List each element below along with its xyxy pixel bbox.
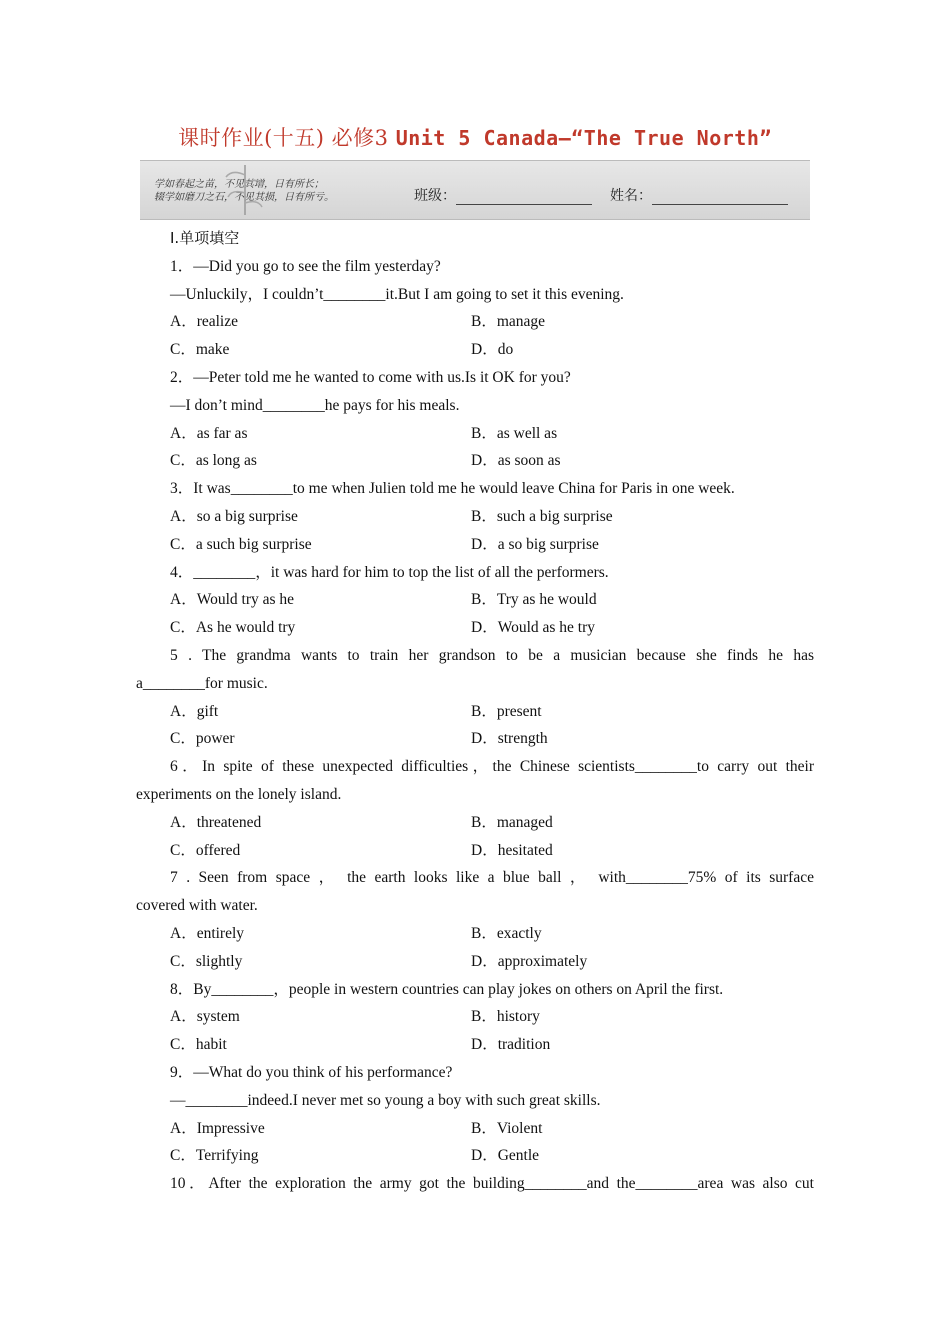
options-8-cd [136,1031,814,1059]
options-3-cd [136,531,814,559]
option-d[interactable]: D．as soon as [471,452,561,470]
option-c[interactable]: C．power [170,730,235,748]
options-2-cd [136,447,814,475]
options-9-cd [136,1142,814,1170]
option-c[interactable]: C．as long as [170,452,257,470]
question-7: 7 . Seen from space ， the earth looks like a blue ball ， with________75% of its surface [170,869,814,887]
option-d[interactable]: D．tradition [471,1036,551,1054]
option-c[interactable]: C．habit [170,1036,227,1054]
option-d[interactable]: D．do [471,341,514,359]
option-a[interactable]: A．system [170,1008,240,1026]
option-c[interactable]: C．offered [170,841,241,859]
question-1-line-2: —Unluckily，I couldn’t________it.But I am going to set it this evening. [170,285,624,303]
options-9-ab [136,1115,814,1143]
option-a[interactable]: A．threatened [170,813,262,831]
option-b[interactable]: B．managed [471,813,553,831]
question-7-line-2: covered with water. [136,897,258,915]
option-a[interactable]: A．so a big surprise [170,507,298,525]
option-b[interactable]: B．Try as he would [471,591,597,609]
question-1: 1．—Did you go to see the film yesterday? [170,257,441,275]
question-8: 8．By________，people in western countries can play jokes on others on April the first. [170,980,724,998]
option-c[interactable]: C．slightly [170,952,243,970]
option-a[interactable]: A．Impressive [170,1119,265,1137]
options-5-cd [136,725,814,753]
question-9-line-2: —________indeed.I never met so young a boy with such great skills. [170,1091,601,1109]
option-a[interactable]: A．entirely [170,924,245,942]
option-a[interactable]: A．as far as [170,424,248,442]
option-d[interactable]: D．strength [471,730,548,748]
option-c[interactable]: C．Terrifying [170,1147,259,1165]
options-2-ab [136,420,814,448]
options-4-cd [136,614,814,642]
option-b[interactable]: B．history [471,1008,540,1026]
options-6-ab [136,809,814,837]
question-9: 9．—What do you think of his performance? [170,1063,453,1081]
option-d[interactable]: D．hesitated [471,841,553,859]
option-d[interactable]: D．a so big surprise [471,535,599,553]
section-title: Ⅰ.单项填空 [170,229,240,247]
options-1-cd [136,336,814,364]
options-5-ab [136,698,814,726]
question-5: 5 . The grandma wants to train her grandson to be a musician because she finds he has [170,646,814,664]
bamboo-icon [220,163,270,217]
option-d[interactable]: D．Would as he try [471,619,596,637]
options-7-cd [136,948,814,976]
name-input-line[interactable] [652,188,788,205]
question-4: 4．________，it was hard for him to top the list of all the performers. [170,563,609,581]
title-cn: 课时作业(十五) 必修3 [178,126,396,150]
motto-line-2: 辍学如磨刀之石，不见其损，日有所亏。 [154,192,334,203]
class-input-line[interactable] [456,188,592,205]
question-6-line-2: experiments on the lonely island. [136,785,342,803]
question-10: 10．After the exploration the army got the building________and the________area was also cut [170,1175,814,1193]
option-b[interactable]: B．exactly [471,924,542,942]
option-c[interactable]: C．As he would try [170,619,296,637]
title-en: Unit 5 Canada—“The True North” [395,126,772,150]
question-list [136,225,814,1198]
option-c[interactable]: C．make [170,341,230,359]
question-3: 3．It was________to me when Julien told me he would leave China for Paris in one week. [170,480,735,498]
options-7-ab [136,920,814,948]
class-field[interactable] [414,185,592,205]
option-b[interactable]: B．Violent [471,1119,543,1137]
question-6: 6．In spite of these unexpected difficulties，the Chinese scientists________to carry out their [170,758,814,776]
options-1-ab [136,308,814,336]
options-8-ab [136,1003,814,1031]
option-d[interactable]: D．Gentle [471,1147,540,1165]
option-b[interactable]: B．such a big surprise [471,507,613,525]
page-title [0,122,950,152]
options-3-ab [136,503,814,531]
option-b[interactable]: B．manage [471,313,546,331]
option-a[interactable]: A．Would try as he [170,591,295,609]
option-c[interactable]: C．a such big surprise [170,535,312,553]
option-a[interactable]: A．gift [170,702,219,720]
question-5-line-2: a________for music. [136,674,268,692]
motto-line-1: 学如春起之苗，不见其增，日有所长； [154,179,324,190]
name-label: 姓名： [610,188,652,204]
option-a[interactable]: A．realize [170,313,238,331]
options-6-cd [136,837,814,865]
question-2: 2．—Peter told me he wanted to come with us.Is it OK for you? [170,368,571,386]
header-banner [140,160,810,220]
option-b[interactable]: B．as well as [471,424,558,442]
name-field[interactable] [610,185,788,205]
question-2-line-2: —I don’t mind________he pays for his meals. [170,396,460,414]
option-d[interactable]: D．approximately [471,952,588,970]
options-4-ab [136,586,814,614]
class-label: 班级： [414,188,456,204]
option-b[interactable]: B．present [471,702,542,720]
